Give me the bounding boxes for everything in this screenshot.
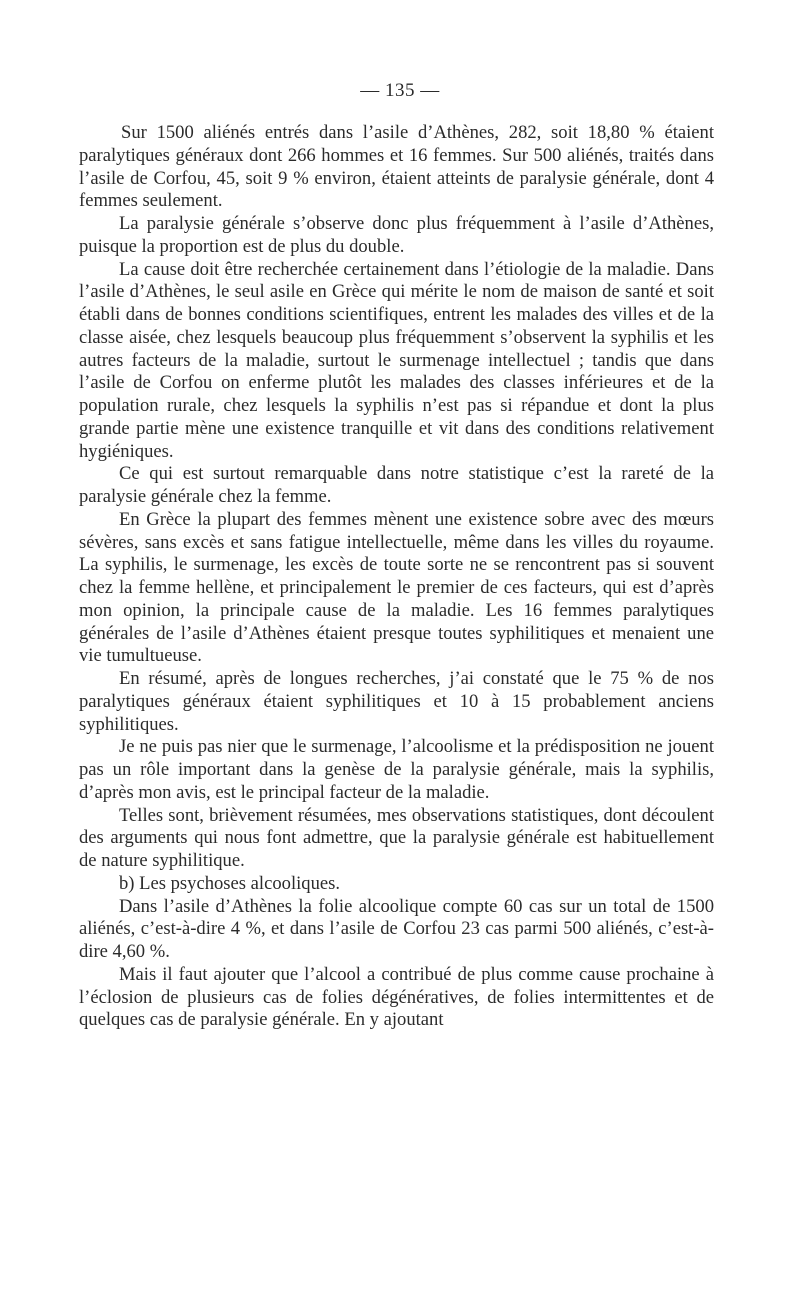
paragraph-10: Mais il faut ajouter que l’alcool a contribué de plus comme cause prochaine à l’éclosion de plusieurs cas de folies dégénératives, de folies intermittentes et de quelques cas de paralysie générale. En y ajoutant	[79, 963, 714, 1031]
paragraph-6: En résumé, après de longues recherches, j’ai constaté que le 75 % de nos paralytiques généraux étaient syphilitiques et 10 à 15 probablement anciens syphilitiques.	[79, 668, 714, 735]
paragraph-7: Je ne puis pas nier que le surmenage, l’alcoolisme et la prédisposition ne jouent pas un rôle important dans la genèse de la paralysie générale, mais la syphilis, d’après mon avis, est le principal facteur de la maladie.	[79, 736, 714, 803]
page-number-header: — 135 —	[360, 80, 440, 101]
section-heading-alcoholic-psychoses: b) Les psychoses alcooliques.	[119, 872, 341, 894]
paragraph-9: Dans l’asile d’Athènes la folie alcoolique compte 60 cas sur un total de 1500 aliénés, c’est-à-dire 4 %, et dans l’asile de Corfou 23 cas parmi 500 aliénés, c’est-à-dire 4,60 %.	[79, 895, 714, 962]
paragraph-4: Ce qui est surtout remarquable dans notre statistique c’est la rareté de la paralysie générale chez la femme.	[79, 463, 714, 507]
paragraph-5: En Grèce la plupart des femmes mènent une existence sobre avec des mœurs sévères, sans excès et sans fatigue intellectuelle, même dans les villes du royaume. La syphilis, le surmenage, les excès de toute sorte ne se rencontrent pas si souvent chez la femme hellène, et principalement le premier de ces facteurs, qui est d’après mon opinion, la principale cause de la maladie. Les 16 femmes paralytiques générales de l’asile d’Athènes étaient presque toutes syphilitiques et menaient une vie tumultueuse.	[79, 508, 714, 667]
body-text	[79, 122, 714, 1032]
paragraph-3: La cause doit être recherchée certainement dans l’étiologie de la maladie. Dans l’asile d’Athènes, le seul asile en Grèce qui mérite le nom de maison de santé et soit établi dans de bonnes conditions scientifiques, entrent les malades des villes et de la classe aisée, chez lesquels beaucoup plus fréquemment s’observent la syphilis et les autres facteurs de la maladie, surtout le surmenage intellectuel ; tandis que dans l’asile de Corfou on enferme plutôt les malades des classes inférieures et de la population rurale, chez lesquels la syphilis n’est pas si répandue et dont la plus grande partie mène une existence tranquille et vit dans des conditions relativement hygiéniques.	[79, 258, 714, 462]
paragraph-8: Telles sont, brièvement résumées, mes observations statistiques, dont découlent des arguments qui nous font admettre, que la paralysie générale est habituellement de nature syphilitique.	[79, 804, 714, 871]
paragraph-2: La paralysie générale s’observe donc plus fréquemment à l’asile d’Athènes, puisque la proportion est de plus du double.	[79, 213, 714, 257]
paragraph-1: Sur 1500 aliénés entrés dans l’asile d’Athènes, 282, soit 18,80 % étaient paralytiques généraux dont 266 hommes et 16 femmes. Sur 500 aliénés, traités dans l’asile de Corfou, 45, soit 9 % environ, étaient atteints de paralysie générale, dont 4 femmes seulement.	[79, 122, 714, 212]
